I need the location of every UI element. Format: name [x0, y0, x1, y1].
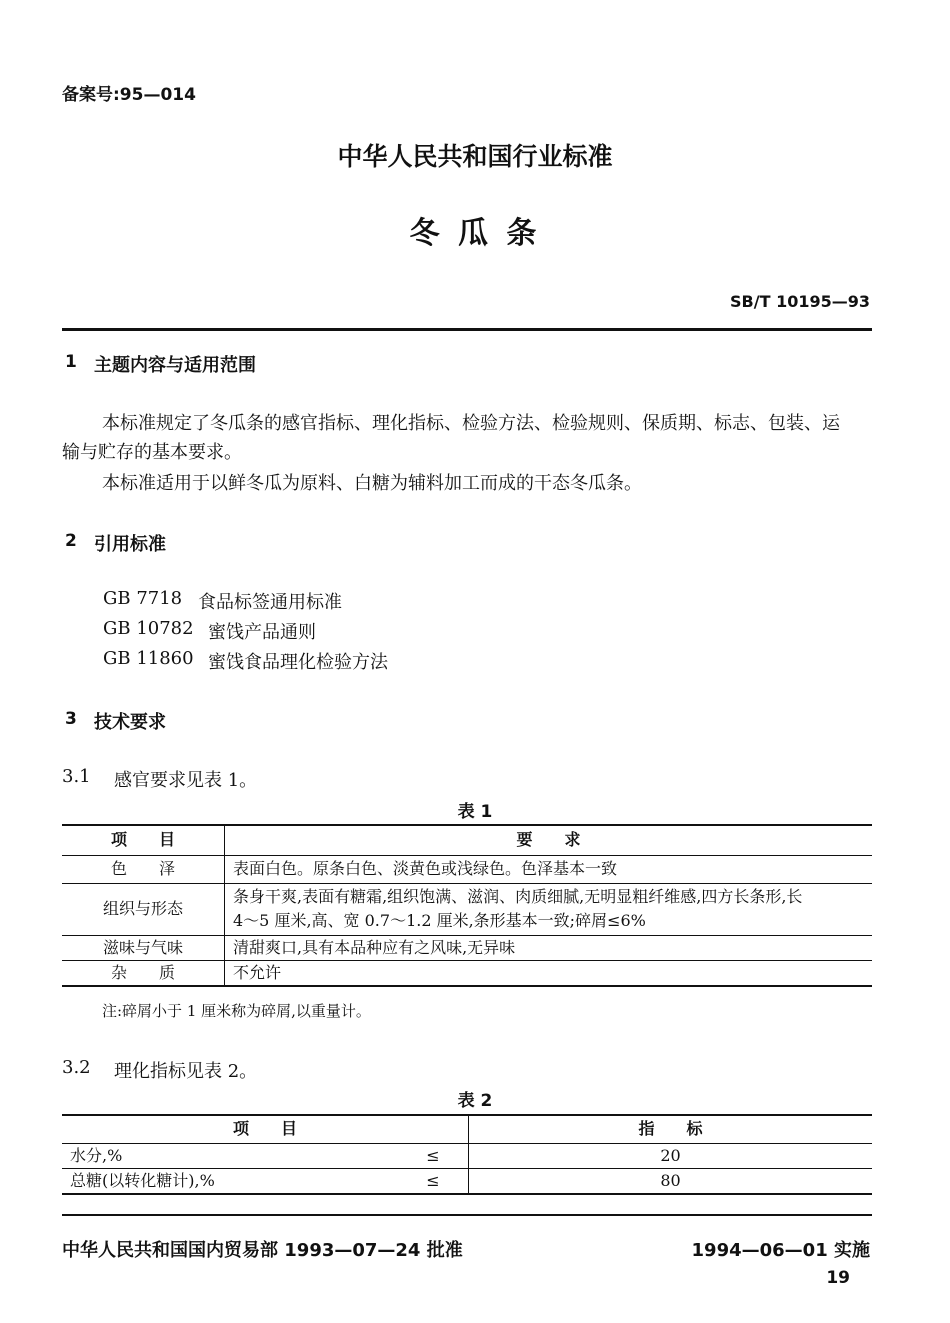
table-row — [62, 855, 872, 883]
table-1-header-row — [62, 825, 872, 855]
section-1-paragraph-1-line-1: 本标准规定了冬瓜条的感官指标、理化指标、检验方法、检验规则、保质期、标志、包装、运 — [102, 413, 840, 434]
section-1-paragraph-1-line-2: 输与贮存的基本要求。 — [62, 442, 242, 463]
table-1-requirement-line: 条身干爽,表面有糖霜,组织饱满、滋润、肉质细腻,无明显粗纤维感,四方长条形,长 — [233, 887, 803, 906]
table-row — [62, 1168, 872, 1194]
table-2-value-cell: 20 — [660, 1145, 681, 1165]
section-1-heading: 主题内容与适用范围 — [94, 355, 256, 376]
document-title: 冬 瓜 条 — [409, 216, 541, 251]
subsection-3-1-number: 3.1 — [62, 766, 91, 787]
reference-code: GB 11860 — [103, 648, 194, 669]
table-2-value-cell: 80 — [660, 1170, 681, 1190]
section-1-paragraph-2: 本标准适用于以鲜冬瓜为原料、白糖为辅料加工而成的干态冬瓜条。 — [102, 473, 642, 494]
section-3-heading: 技术要求 — [94, 712, 166, 733]
table-1-caption: 表 1 — [457, 802, 493, 822]
table-1-item-cell: 滋味与气味 — [62, 935, 225, 960]
table-1-requirement-cell: 不允许 — [233, 962, 282, 982]
table-1-item-cell: 杂 质 — [62, 960, 225, 986]
table-1-item-cell: 色 泽 — [62, 855, 225, 883]
reference-title: 蜜饯产品通则 — [208, 622, 316, 643]
table-2 — [62, 1114, 872, 1195]
section-3-number: 3 — [65, 709, 77, 729]
section-2-heading: 引用标准 — [94, 534, 166, 555]
table-1-note: 注:碎屑小于 1 厘米称为碎屑,以重量计。 — [102, 1002, 371, 1020]
reference-code: GB 10782 — [103, 618, 194, 639]
reference-title: 蜜饯食品理化检验方法 — [208, 652, 388, 673]
subsection-3-2-number: 3.2 — [62, 1057, 91, 1078]
table-2-caption: 表 2 — [457, 1091, 493, 1111]
page-number: 19 — [826, 1268, 850, 1288]
table-1 — [62, 824, 872, 987]
table-2-operator-cell: ≤ — [398, 1168, 469, 1194]
table-1-requirement-cell — [225, 883, 873, 935]
table-2-col-value: 指 标 — [638, 1119, 703, 1139]
table-1-requirement-line: 4～5 厘米,高、宽 0.7～1.2 厘米,条形基本一致;碎屑≤6% — [233, 911, 646, 930]
subsection-3-2-text: 理化指标见表 2。 — [114, 1061, 258, 1082]
reference-title: 食品标签通用标准 — [198, 592, 342, 613]
table-row — [62, 883, 872, 935]
table-2-col-item: 项 目 — [62, 1115, 469, 1143]
table-2-item-cell: 总糖(以转化糖计),% — [70, 1170, 215, 1190]
section-2-number: 2 — [65, 531, 77, 551]
table-2-item-cell: 水分,% — [70, 1145, 123, 1165]
table-1-requirement-cell: 清甜爽口,具有本品种应有之风味,无异味 — [233, 937, 516, 957]
table-row — [62, 935, 872, 960]
header-title: 中华人民共和国行业标准 — [337, 142, 613, 171]
subsection-3-1-text: 感官要求见表 1。 — [114, 770, 258, 791]
effective-date: 1994—06—01 实施 — [691, 1240, 870, 1261]
table-row — [62, 960, 872, 986]
footer-rule — [62, 1214, 872, 1216]
table-row — [62, 1143, 872, 1168]
filing-number: 备案号:95—014 — [62, 85, 196, 105]
table-1-col-item: 项 目 — [62, 825, 225, 855]
table-1-col-requirement: 要 求 — [516, 830, 581, 850]
table-2-operator-cell: ≤ — [398, 1143, 469, 1168]
header-rule — [62, 328, 872, 331]
section-1-number: 1 — [65, 352, 77, 372]
table-1-requirement-cell: 表面白色。原条白色、淡黄色或浅绿色。色泽基本一致 — [233, 859, 618, 878]
table-2-header-row — [62, 1115, 872, 1143]
standard-code: SB/T 10195—93 — [730, 292, 870, 311]
reference-code: GB 7718 — [103, 588, 183, 609]
approval-line: 中华人民共和国国内贸易部 1993—07—24 批准 — [62, 1240, 463, 1261]
table-1-item-cell: 组织与形态 — [62, 883, 225, 935]
